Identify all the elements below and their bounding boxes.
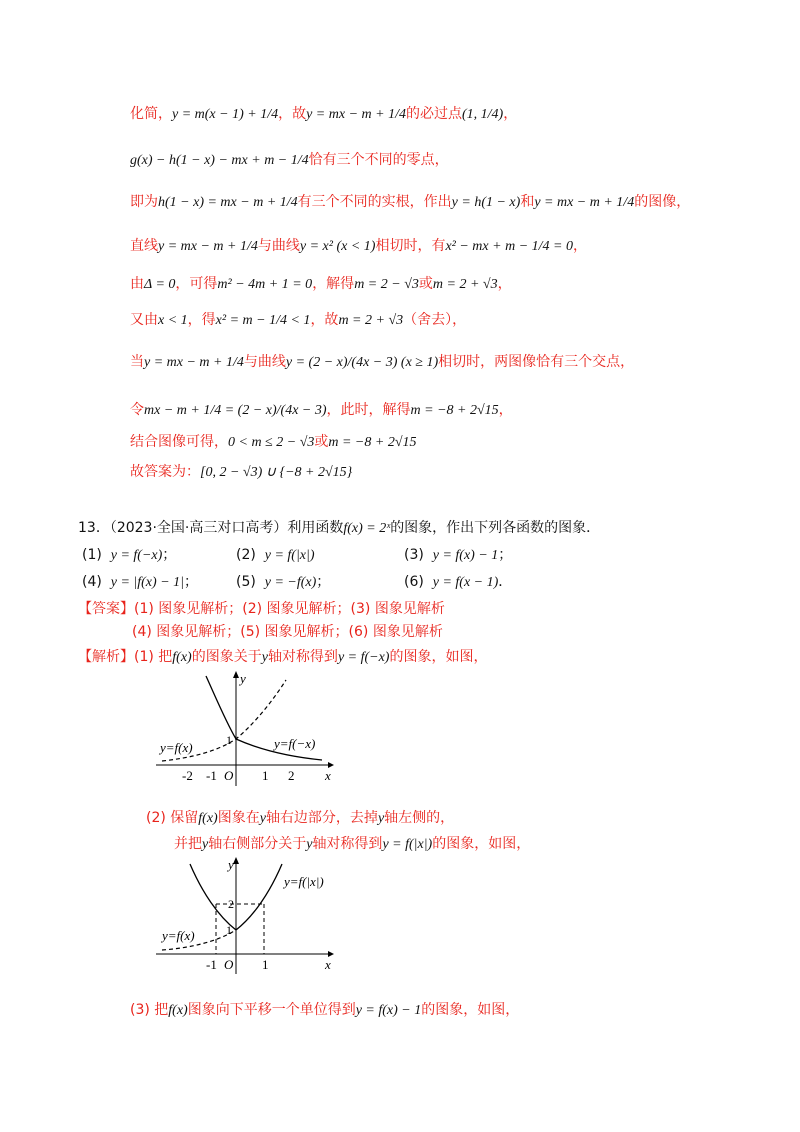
graph2-one: 1 [226, 923, 232, 937]
analysis-line-3: 并把y轴右侧部分关于y轴对称得到y = f(|x|)的图象，如图， [174, 836, 531, 852]
graph1-y-label: y [240, 671, 246, 686]
sol-line-6: 又由x < 1，得x² = m − 1/4 < 1，故m = 2 + √3（舍去）， [130, 312, 467, 328]
graph2-label-fabs: y=f(|x|) [284, 874, 324, 889]
graph-2-abs [150, 852, 340, 980]
graph2-tick-neg1: -1 [206, 957, 217, 972]
sol-line-10: 故答案为：[0, 2 − √3) ∪ {−8 + 2√15} [130, 464, 353, 480]
sol-line-9: 结合图像可得，0 < m ≤ 2 − √3或m = −8 + 2√15 [130, 434, 417, 450]
graph1-origin: O [224, 768, 234, 783]
graph1-tick-1: 1 [262, 768, 269, 783]
sol-line-5: 由Δ = 0，可得m² − 4m + 1 = 0，解得m = 2 − √3或m = 2 + √3， [130, 276, 512, 292]
problem-item-5: (5) y = −f(x)； [236, 574, 331, 590]
analysis-line-1: 【解析】(1) 把f(x)的图象关于y轴对称得到y = f(−x)的图象，如图， [78, 649, 488, 665]
answer-line-2: (4) 图象见解析；(5) 图象见解析；(6) 图象见解析 [132, 624, 443, 640]
problem-item-6: (6) y = f(x − 1)． [404, 574, 513, 590]
analysis-line-4: (3) 把f(x)图象向下平移一个单位得到y = f(x) − 1的图象，如图， [130, 1002, 520, 1018]
graph1-x-label: x [325, 768, 331, 783]
problem-item-2: (2) y = f(|x|) [236, 547, 315, 563]
graph2-tick-1: 1 [262, 957, 269, 972]
graph1-label-fnegx: y=f(−x) [274, 736, 316, 751]
graph2-origin: O [224, 957, 234, 972]
graph2-two: 2 [228, 897, 234, 911]
graph2-y-arrow [233, 857, 239, 864]
sol-line-8: 令mx − m + 1/4 = (2 − x)/(4x − 3)，此时，解得m = −8 + 2√15， [130, 402, 513, 418]
sol-line-3: 即为h(1 − x) = mx − m + 1/4有三个不同的实根，作出y = h(1 − x)和y = mx − m + 1/4的图像， [130, 194, 691, 210]
sol-line-4: 直线y = mx − m + 1/4与曲线y = x² (x < 1)相切时，有x² − mx + m − 1/4 = 0， [130, 238, 587, 254]
problem-item-1: (1) y = f(−x)； [82, 547, 177, 563]
graph2-x-label: x [325, 957, 331, 972]
graph2-label-fx: y=f(x) [162, 928, 195, 943]
graph1-tick-neg1: -1 [206, 768, 217, 783]
problem-13-stem: 13．（2023·全国·高三对口高考）利用函数f(x) = 2ˣ的图象，作出下列各函数的图象． [78, 520, 601, 536]
graph1-one: 1 [226, 733, 232, 747]
graph1-y-arrow [233, 671, 239, 678]
sol-line-7: 当y = mx − m + 1/4与曲线y = (2 − x)/(4x − 3) (x ≥ 1)相切时，两图像恰有三个交点， [130, 354, 635, 370]
analysis-line-2: (2) 保留f(x)图象在y轴右边部分，去掉y轴左侧的， [146, 810, 455, 826]
sol-line-1: 化简，y = m(x − 1) + 1/4，故y = mx − m + 1/4的必过点(1, 1/4)， [130, 106, 518, 122]
graph1-tick-2: 2 [288, 768, 295, 783]
graph1-label-fx: y=f(x) [160, 740, 193, 755]
answer-line-1: 【答案】(1) 图象见解析；(2) 图象见解析；(3) 图象见解析 [78, 601, 445, 617]
problem-item-3: (3) y = f(x) − 1； [404, 547, 513, 563]
graph1-tick-neg2: -2 [182, 768, 193, 783]
sol-line-2: g(x) − h(1 − x) − mx + m − 1/4恰有三个不同的零点， [130, 152, 449, 168]
graph-1-reflection [150, 668, 340, 790]
problem-item-4: (4) y = |f(x) − 1|； [82, 574, 198, 590]
graph2-y-label: y [228, 857, 234, 872]
